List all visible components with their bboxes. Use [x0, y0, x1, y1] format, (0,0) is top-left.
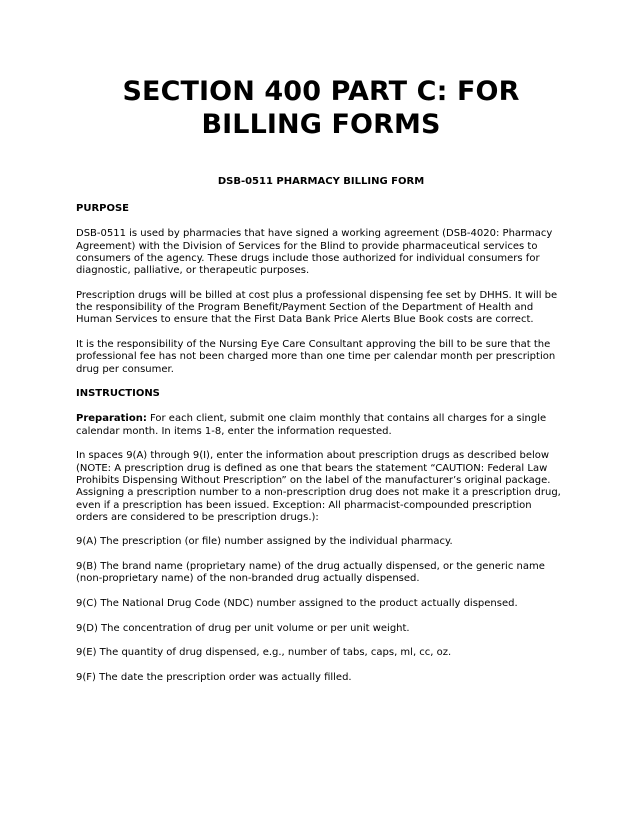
form-subtitle: DSB-0511 PHARMACY BILLING FORM: [217, 176, 425, 187]
document-body: [76, 203, 566, 696]
instruction-item: 9(D) The concentration of drug per unit volume or per unit weight.: [76, 622, 410, 634]
preparation-text: For each client, submit one claim monthly that contains all charges for a single calendar month. In items 1-8, enter the information requested.: [76, 413, 547, 437]
preparation-paragraph: [76, 413, 566, 438]
instruction-item: 9(A) The prescription (or file) number assigned by the individual pharmacy.: [76, 536, 453, 548]
purpose-paragraph: Prescription drugs will be billed at cost plus a professional dispensing fee set by DHHS. It will be the responsibility of the Program Benefit/Payment Section of the Department of Health and Human Services to ensure that the First Data Bank Price Alerts Blue Book costs are correct.: [76, 289, 558, 326]
instruction-item: 9(F) The date the prescription order was actually filled.: [76, 671, 352, 683]
instruction-item: 9(C) The National Drug Code (NDC) number assigned to the product actually dispensed.: [76, 597, 518, 609]
spaces-paragraph: In spaces 9(A) through 9(I), enter the information about prescription drugs as described below (NOTE: A prescription drug is defined as one that bears the statement “CAUTION: Federal Law Prohibits Dispensing Without Prescription” on the label of the manufacturer’s original package. Assigning a prescription number to a non-prescription drug does not make it a prescription drug, even if a prescription has been issued. Exception: All pharmacist-compounded prescription orders are considered to be prescription drugs.):: [76, 450, 561, 523]
instruction-item: 9(E) The quantity of drug dispensed, e.g., number of tabs, caps, ml, cc, oz.: [76, 647, 452, 659]
instruction-item: 9(B) The brand name (proprietary name) of the drug actually dispensed, or the generic name (non-proprietary name) of the non-branded drug actually dispensed.: [76, 561, 545, 585]
page-title: SECTION 400 PART C: FOR BILLING FORMS: [122, 76, 520, 140]
purpose-heading: PURPOSE: [76, 203, 130, 214]
preparation-label: Preparation:: [76, 413, 147, 425]
purpose-paragraph: DSB-0511 is used by pharmacies that have signed a working agreement (DSB-4020: Pharmacy Agreement) with the Division of Services for the Blind to provide pharmaceutical services to consumers of the agency. These drugs include those authorized for individual consumers for diagnostic, palliative, or therapeutic purposes.: [76, 228, 553, 277]
instructions-heading: INSTRUCTIONS: [76, 388, 160, 400]
purpose-paragraph: It is the responsibility of the Nursing Eye Care Consultant approving the bill to be sure that the professional fee has not been charged more than one time per calendar month per prescription drug per consumer.: [76, 338, 556, 375]
document-page: [76, 75, 566, 683]
